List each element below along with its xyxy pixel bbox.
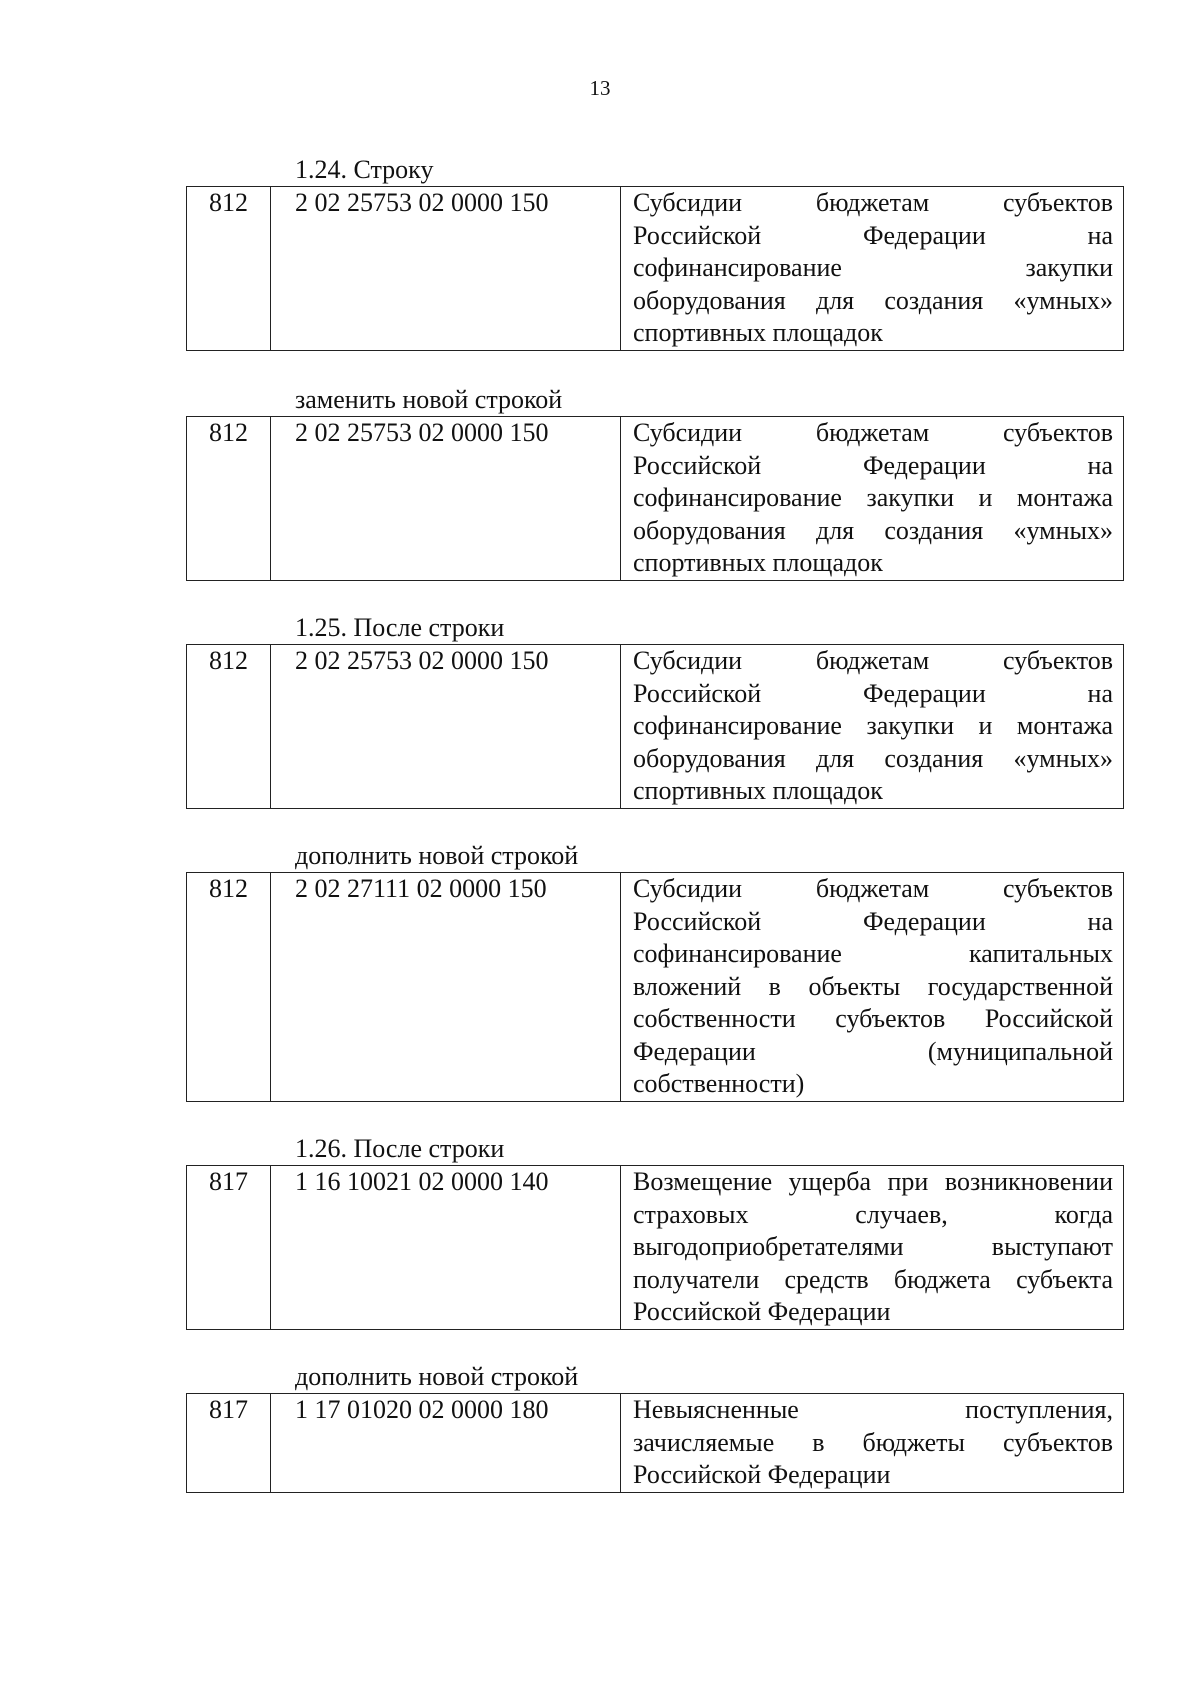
description-line: спортивных площадок [633,548,883,577]
kbk-code-cell: 1 17 01020 02 0000 180 [271,1394,621,1493]
caption: дополнить новой строкой [295,1362,579,1391]
description-line: оборудования для создания «умных» [633,285,1113,315]
budget-row-table [186,1393,1124,1493]
budget-row-table [186,416,1124,581]
description-line: спортивных площадок [633,776,883,805]
description-line: Субсидии бюджетам субъектов [633,874,1113,903]
description-line: выгодоприобретателями выступают [633,1232,1113,1261]
description-line: Российской Федерации на [633,220,1113,250]
admin-code-cell: 812 [187,417,271,581]
description-line: оборудования для создания «умных» [633,743,1113,773]
budget-row-table [186,186,1124,351]
description-line: Невыясненные поступления, [633,1395,1113,1424]
table-row [187,1394,1124,1493]
table-row [187,1166,1124,1330]
admin-code-cell: 812 [187,187,271,351]
amendment-block-replace [186,386,1124,581]
description-line: получатели средств бюджета субъекта [633,1264,1113,1294]
description-cell [621,1166,1124,1330]
budget-row-table [186,644,1124,809]
description-line: софинансирование закупки и монтажа [633,483,1113,512]
description-cell [621,417,1124,581]
amendment-block-add-1 [186,842,1124,1102]
description-line: Российской Федерации [633,1460,891,1489]
description-line: вложений в объекты государственной [633,971,1113,1001]
amendment-block-1-26 [186,1135,1124,1330]
caption: 1.24. Строку [295,155,434,184]
kbk-code-cell: 2 02 27111 02 0000 150 [271,873,621,1102]
table-row [187,873,1124,1102]
caption: дополнить новой строкой [295,841,579,870]
description-line: собственности) [633,1069,805,1098]
description-cell [621,187,1124,351]
description-line: софинансирование капитальных [633,939,1113,968]
description-line: Российской Федерации [633,1297,891,1326]
admin-code-cell: 817 [187,1394,271,1493]
description-line: Российской Федерации на [633,678,1113,708]
admin-code-cell: 812 [187,645,271,809]
page-number: 13 [589,76,611,100]
description-line: Российской Федерации на [633,906,1113,936]
amendment-block-1-25 [186,614,1124,809]
description-line: Субсидии бюджетам субъектов [633,188,1113,217]
caption: заменить новой строкой [295,385,563,414]
description-line: Возмещение ущерба при возникновении [633,1167,1113,1196]
table-row [187,187,1124,351]
caption: 1.25. После строки [295,613,505,642]
description-line: собственности субъектов Российской [633,1004,1113,1033]
description-line: софинансирование закупки и монтажа [633,711,1113,740]
description-line: Федерации (муниципальной [633,1036,1113,1066]
budget-row-table [186,1165,1124,1330]
table-row [187,417,1124,581]
table-row [187,645,1124,809]
kbk-code-cell: 2 02 25753 02 0000 150 [271,417,621,581]
description-line: софинансирование закупки [633,253,1113,282]
kbk-code-cell: 2 02 25753 02 0000 150 [271,187,621,351]
description-line: оборудования для создания «умных» [633,515,1113,545]
caption: 1.26. После строки [295,1134,505,1163]
amendment-block-1-24 [186,156,1124,351]
description-line: спортивных площадок [633,318,883,347]
description-cell [621,1394,1124,1493]
description-cell [621,873,1124,1102]
amendment-block-add-2 [186,1363,1124,1493]
admin-code-cell: 817 [187,1166,271,1330]
description-line: зачисляемые в бюджеты субъектов [633,1427,1113,1457]
description-line: Российской Федерации на [633,450,1113,480]
description-line: страховых случаев, когда [633,1199,1113,1229]
kbk-code-cell: 1 16 10021 02 0000 140 [271,1166,621,1330]
description-cell [621,645,1124,809]
admin-code-cell: 812 [187,873,271,1102]
description-line: Субсидии бюджетам субъектов [633,418,1113,447]
budget-row-table [186,872,1124,1102]
description-line: Субсидии бюджетам субъектов [633,646,1113,675]
kbk-code-cell: 2 02 25753 02 0000 150 [271,645,621,809]
